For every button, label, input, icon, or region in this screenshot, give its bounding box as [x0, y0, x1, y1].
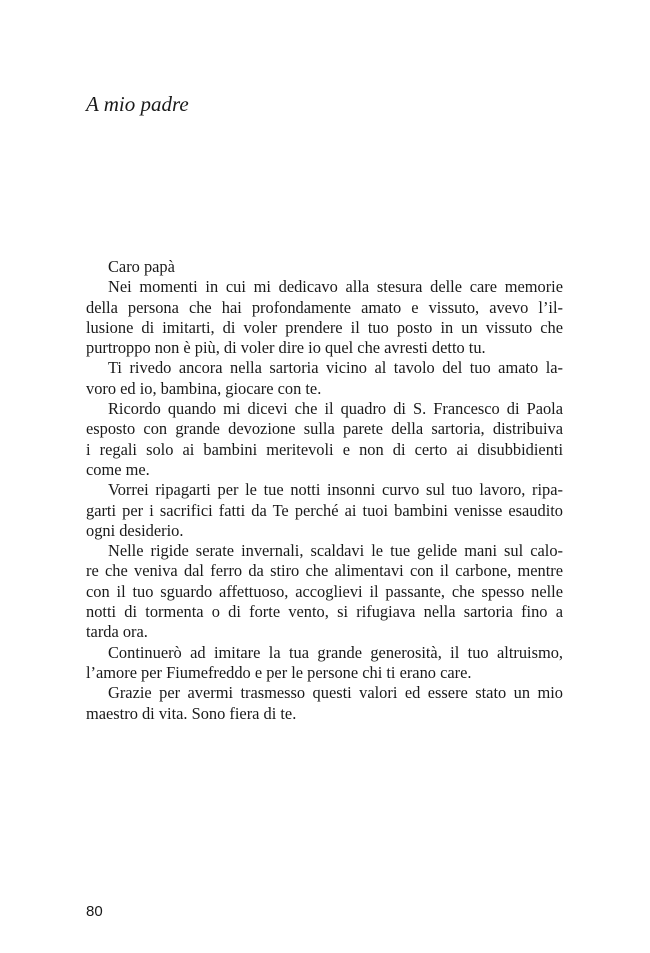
letter-line: esposto con grande devozione sulla parete della sartoria, distribuiva [86, 419, 563, 439]
letter-line: garti per i sacrifici fatti da Te perché ai tuoi bambini venisse esaudito [86, 500, 563, 520]
letter-line: Ti rivedo ancora nella sartoria vicino al tavolo del tuo amato la- [108, 358, 563, 378]
letter-line: voro ed io, bambina, giocare con te. [86, 378, 322, 398]
letter-line: re che veniva dal ferro da stiro che alimentavi con il carbone, mentre [86, 561, 563, 581]
letter-line: Nei momenti in cui mi dedicavo alla stesura delle care memorie [108, 277, 563, 297]
page-number: 80 [86, 903, 103, 920]
letter-line: Continuerò ad imitare la tua grande generosità, il tuo altruismo, [108, 642, 563, 662]
letter-line: Grazie per avermi trasmesso questi valori ed essere stato un mio [108, 683, 563, 703]
letter-line: notti di tormenta o di forte vento, si rifugiava nella sartoria fino a [86, 602, 563, 622]
letter-line: maestro di vita. Sono fiera di te. [86, 703, 297, 723]
letter-line: i regali solo ai bambini meritevoli e non di certo ai disubbidienti [86, 439, 563, 459]
letter-line: tarda ora. [86, 622, 148, 642]
letter-line: della persona che hai profondamente amato e vissuto, avevo l’il- [86, 297, 563, 317]
dedication-title: A mio padre [86, 92, 189, 116]
letter-line: Ricordo quando mi dicevi che il quadro di S. Francesco di Paola [108, 399, 563, 419]
letter-line: Vorrei ripagarti per le tue notti insonni curvo sul tuo lavoro, ripa- [108, 480, 563, 500]
letter-body [86, 257, 563, 724]
letter-line: ogni desiderio. [86, 520, 184, 540]
letter-line: come me. [86, 459, 150, 479]
letter-line: Nelle rigide serate invernali, scaldavi le tue gelide mani sul calo- [108, 541, 563, 561]
letter-line: purtroppo non è più, di voler dire io quel che avresti detto tu. [86, 338, 486, 358]
letter-line: lusione di imitarti, di voler prendere il tuo posto in un vissuto che [86, 317, 563, 337]
letter-line: Caro papà [108, 257, 175, 276]
letter-line: con il tuo sguardo affettuoso, accoglievi il passante, che spesso nelle [86, 581, 563, 601]
letter-line: l’amore per Fiumefreddo e per le persone chi ti erano care. [86, 662, 472, 682]
